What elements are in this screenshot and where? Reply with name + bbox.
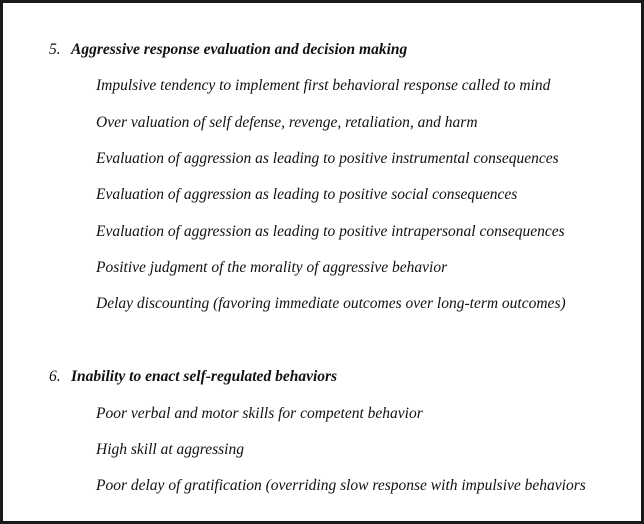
list-item: Delay discounting (favoring immediate outcomes over long-term outcomes) bbox=[96, 295, 566, 312]
section-title: Inability to enact self-regulated behaviors bbox=[71, 368, 338, 385]
list-item: Impulsive tendency to implement first behavioral response called to mind bbox=[96, 77, 551, 94]
list-item: High skill at aggressing bbox=[96, 441, 244, 458]
section-number: 6. bbox=[49, 368, 61, 385]
section-title: Aggressive response evaluation and decision making bbox=[71, 41, 408, 58]
list-item: Evaluation of aggression as leading to positive intrapersonal consequences bbox=[96, 223, 565, 240]
section-heading bbox=[49, 367, 337, 387]
list-item: Evaluation of aggression as leading to positive instrumental consequences bbox=[96, 150, 559, 167]
list-item: Positive judgment of the morality of aggressive behavior bbox=[96, 259, 448, 276]
list-item: Poor delay of gratification (overriding slow response with impulsive behaviors bbox=[96, 477, 586, 494]
list-item: Over valuation of self defense, revenge, retaliation, and harm bbox=[96, 114, 478, 131]
list-item: Evaluation of aggression as leading to positive social consequences bbox=[96, 186, 518, 203]
section-number: 5. bbox=[49, 41, 61, 58]
list-item: Poor verbal and motor skills for competent behavior bbox=[96, 405, 423, 422]
section-heading bbox=[49, 40, 407, 60]
